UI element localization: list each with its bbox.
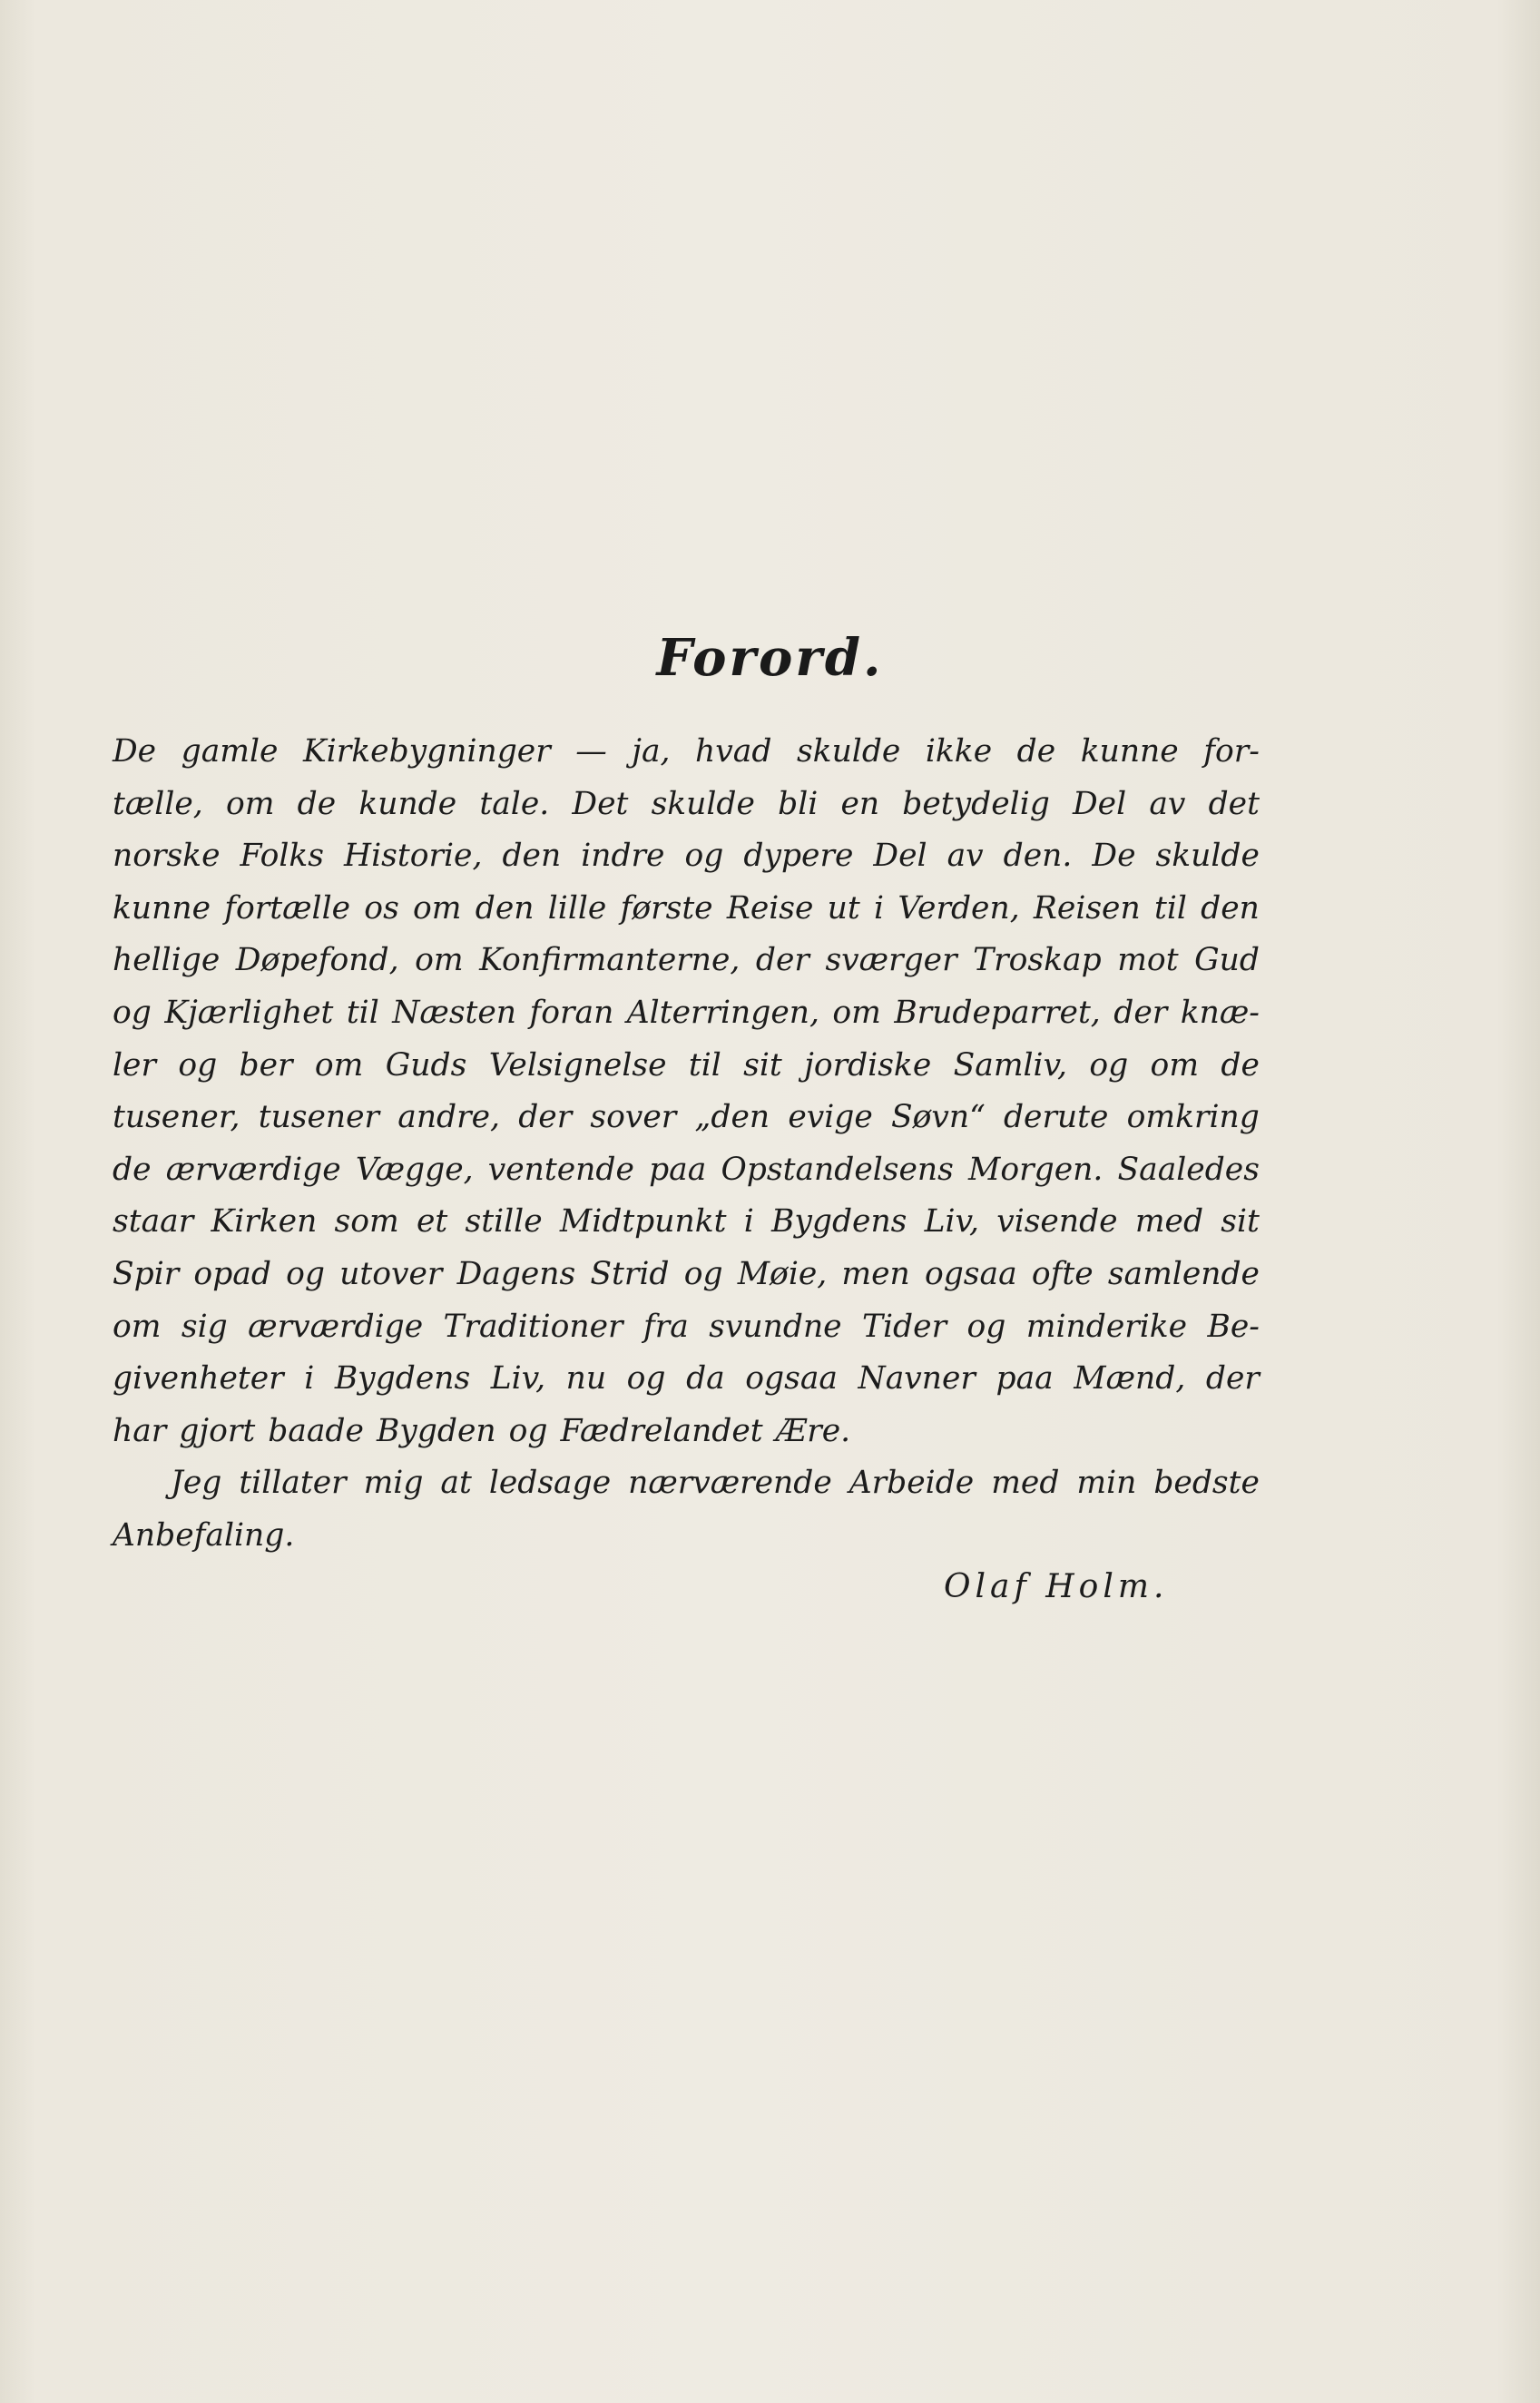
word: sit (1221, 1203, 1260, 1241)
word: samlende (1107, 1255, 1260, 1292)
word: Midtpunkt (559, 1203, 727, 1241)
word: tusener (258, 1099, 380, 1136)
word: Det (572, 785, 629, 822)
word: om (415, 942, 464, 979)
word: Liv, (490, 1360, 546, 1398)
word: ja, (632, 733, 671, 770)
word: og (683, 1255, 723, 1292)
word: paa (996, 1360, 1054, 1398)
text-line (113, 883, 1260, 936)
word: mig (363, 1465, 424, 1502)
word: hellige (113, 942, 221, 979)
word: for- (1203, 733, 1260, 770)
word: og (684, 838, 724, 875)
word: det (1208, 785, 1260, 822)
word: Kirken (211, 1203, 318, 1241)
word: ogsaa (924, 1255, 1017, 1292)
text-line (113, 1353, 1260, 1406)
word: dypere (743, 838, 854, 875)
word: derute (1003, 1099, 1109, 1136)
word: om (314, 1046, 364, 1084)
word: indre (581, 838, 665, 875)
word: Spir (113, 1255, 180, 1292)
word: Møie, (737, 1255, 828, 1292)
word: av (1149, 785, 1186, 822)
word: og (626, 1360, 666, 1398)
word: da (686, 1360, 725, 1398)
word: Strid (590, 1255, 670, 1292)
word: norske (113, 838, 221, 875)
word: en (840, 785, 880, 822)
signature: Olaf Holm. (944, 1568, 1169, 1605)
word: tale. (479, 785, 550, 822)
word: den (502, 838, 562, 875)
word: om (832, 994, 881, 1031)
word: til (688, 1046, 721, 1084)
word: Jeg (171, 1465, 222, 1502)
word: og (508, 1412, 548, 1449)
word: den (475, 889, 535, 927)
word: Samliv, (953, 1046, 1067, 1084)
word: ærværdige (248, 1308, 424, 1345)
word: i (304, 1360, 315, 1398)
word: os (364, 889, 399, 927)
word: ærværdige (165, 1151, 341, 1188)
word: utover (339, 1255, 443, 1292)
word: de (113, 1151, 152, 1188)
word: Del (1073, 785, 1127, 822)
word: Del (873, 838, 927, 875)
word: svundne (709, 1308, 842, 1345)
word: og (966, 1308, 1006, 1345)
word: som (334, 1203, 399, 1241)
word: mot (1117, 942, 1179, 979)
word: bli (778, 785, 819, 822)
word: bedste (1153, 1465, 1260, 1502)
word: Guds (385, 1046, 467, 1084)
word: ber (239, 1046, 293, 1084)
text-line (113, 1249, 1260, 1301)
word: Tider (862, 1308, 947, 1345)
text-line (113, 987, 1260, 1040)
word: min (1076, 1465, 1137, 1502)
text-line (113, 726, 1260, 779)
word: der (1113, 994, 1168, 1031)
word: Be- (1207, 1308, 1260, 1345)
foreword-text (113, 726, 1260, 1563)
word: Kirkebygninger (302, 733, 551, 770)
word: visende (996, 1203, 1118, 1241)
word: knæ- (1180, 994, 1260, 1031)
word: om (1150, 1046, 1200, 1084)
word: har (113, 1412, 167, 1449)
word: tusener, (113, 1099, 240, 1136)
word: ledsage (488, 1465, 612, 1502)
word: stille (465, 1203, 543, 1241)
word: kunne (1080, 733, 1179, 770)
word: tælle, (113, 785, 203, 822)
word: i (743, 1203, 754, 1241)
word: der (518, 1099, 573, 1136)
text-line (113, 935, 1260, 987)
word: Reise (726, 889, 814, 927)
text-line (113, 1092, 1260, 1144)
word: tillater (239, 1465, 347, 1502)
word: Liv, (924, 1203, 979, 1241)
word: Ære. (775, 1412, 851, 1449)
word: Fædrelandet (560, 1412, 763, 1449)
word: Opstandelsens (721, 1151, 954, 1188)
word: de (1221, 1046, 1260, 1084)
word: nu (565, 1360, 607, 1398)
word: Saaledes (1117, 1151, 1260, 1188)
word: og (1089, 1046, 1129, 1084)
word: de (1016, 733, 1056, 770)
word: skulde (796, 733, 901, 770)
word: gjort (179, 1412, 256, 1449)
word: Velsignelse (488, 1046, 667, 1084)
word: Bygden (376, 1412, 496, 1449)
word: Søvn“ (890, 1099, 986, 1136)
word: med (1134, 1203, 1204, 1241)
word: Folks (240, 838, 325, 875)
word: der (1205, 1360, 1260, 1398)
word: De (1092, 838, 1136, 875)
word: i (874, 889, 885, 927)
word: omkring (1126, 1099, 1260, 1136)
word: og (178, 1046, 218, 1084)
text-line (113, 1040, 1260, 1093)
word: staar (113, 1203, 194, 1241)
word: den (1201, 889, 1260, 927)
word: til (346, 994, 379, 1031)
word: — (575, 733, 607, 770)
word: første (620, 889, 713, 927)
word: jordiske (804, 1046, 932, 1084)
word: Anbefaling. (113, 1516, 295, 1554)
word: med (991, 1465, 1060, 1502)
word: til (1153, 889, 1187, 927)
word: hvad (695, 733, 772, 770)
word: ogsaa (745, 1360, 838, 1398)
text-line (113, 779, 1260, 831)
word: den. (1003, 838, 1073, 875)
word: ikke (925, 733, 993, 770)
word: paa (649, 1151, 707, 1188)
word: at (440, 1465, 472, 1502)
word: om (113, 1308, 162, 1345)
text-line (113, 1196, 1260, 1249)
word: ler (113, 1046, 156, 1084)
word: Troskap (973, 942, 1102, 979)
word: evige (788, 1099, 873, 1136)
word: sit (743, 1046, 782, 1084)
word: betydelig (902, 785, 1050, 822)
word: om (413, 889, 462, 927)
word: og (286, 1255, 325, 1292)
word: Bygdens (334, 1360, 471, 1398)
word: Verden, (898, 889, 1020, 927)
word: nærværende (628, 1465, 832, 1502)
word: givenheter (113, 1360, 284, 1398)
text-line (113, 1510, 1260, 1563)
word: Vægge, (355, 1151, 474, 1188)
word: ut (827, 889, 860, 927)
word: av (947, 838, 984, 875)
word: skulde (1155, 838, 1260, 875)
word: skulde (651, 785, 755, 822)
word: Mænd, (1074, 1360, 1186, 1398)
word: der (755, 942, 809, 979)
word: opad (193, 1255, 271, 1292)
word: Dagens (456, 1255, 576, 1292)
word: Traditioner (443, 1308, 623, 1345)
word: men (841, 1255, 910, 1292)
word: Kjærlighet (164, 994, 334, 1031)
word: lille (547, 889, 607, 927)
page-title: Forord. (656, 628, 884, 688)
word: De (113, 733, 157, 770)
word: Navner (858, 1360, 976, 1398)
word: kunne (113, 889, 211, 927)
word: et (417, 1203, 448, 1241)
word: sig (181, 1308, 228, 1345)
word: kunde (358, 785, 457, 822)
word: Konfirmanterne, (479, 942, 741, 979)
word: gamle (181, 733, 279, 770)
word: Næsten (392, 994, 517, 1031)
word: ofte (1031, 1255, 1094, 1292)
word: om (225, 785, 275, 822)
word: sværger (825, 942, 957, 979)
word: Alterringen, (626, 994, 819, 1031)
word: Brudeparret, (894, 994, 1101, 1031)
word: baade (268, 1412, 364, 1449)
text-line (113, 1144, 1260, 1197)
word: sover (590, 1099, 677, 1136)
text-line (113, 1457, 1260, 1510)
word: Bygdens (771, 1203, 907, 1241)
word: Reisen (1033, 889, 1141, 927)
word: Morgen. (968, 1151, 1104, 1188)
word: Gud (1194, 942, 1260, 979)
word: Døpefond, (235, 942, 399, 979)
word: Arbeide (848, 1465, 975, 1502)
word: „den (694, 1099, 770, 1136)
text-line (113, 1406, 1260, 1458)
word: ventende (487, 1151, 634, 1188)
word: foran (529, 994, 614, 1031)
word: andre, (397, 1099, 501, 1136)
word: Historie, (344, 838, 483, 875)
word: minderike (1025, 1308, 1188, 1345)
text-line (113, 830, 1260, 883)
text-line (113, 1301, 1260, 1354)
word: fortælle (224, 889, 351, 927)
word: og (113, 994, 152, 1031)
word: de (297, 785, 337, 822)
word: fra (642, 1308, 689, 1345)
